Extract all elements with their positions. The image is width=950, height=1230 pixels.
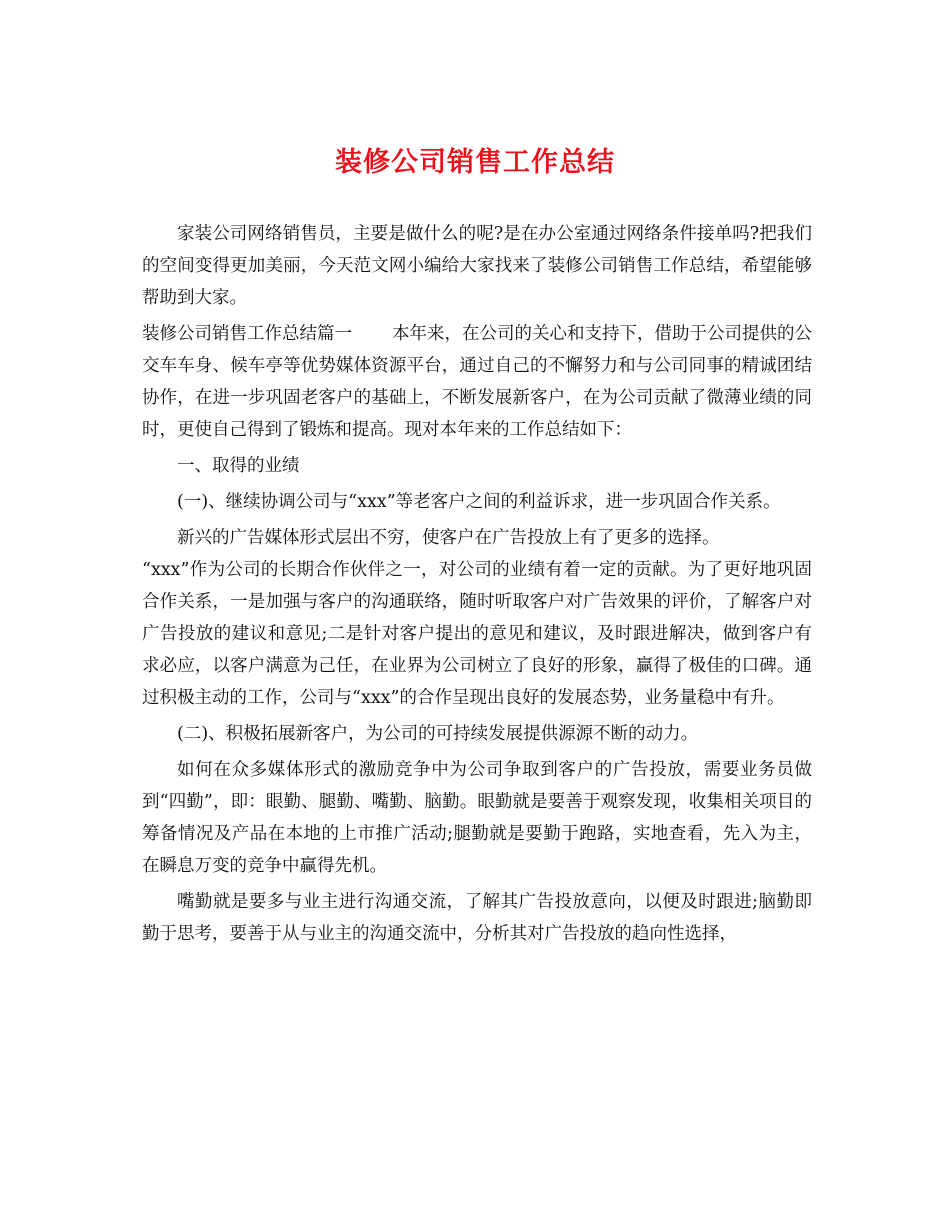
paragraph-heading-achievements: 一、取得的业绩 [177,456,300,476]
document-title: 装修公司销售工作总结 [335,147,615,178]
paragraph-new-media: 新兴的广告媒体形式层出不穷，使客户在广告投放上有了更多的选择。 [177,528,720,548]
section-heading: 装修公司销售工作总结篇一 [142,324,352,344]
paragraph-section-1 [142,318,812,446]
paragraph-item-1: (一)、继续协调公司与“xxx”等老客户之间的利益诉求，进一步巩固合作关系。 [177,492,781,512]
document-body [142,218,812,950]
paragraph-partner: “xxx”作为公司的长期合作伙伴之一，对公司的业绩有着一定的贡献。为了更好地巩固合作关系，一是加强与客户的沟通联络，随时听取客户对广告效果的评价，了解客户对广告投放的建议和意见;二是针对客户提出的意见和建议，及时跟进解决，做到客户有求必应，以客户满意为己任，在业界为公司树立了良好的形象，赢得了极佳的口碑。通过积极主动的工作，公司与“xxx”的合作呈现出良好的发展态势，业务量稳中有升。 [142,560,812,708]
paragraph-section-1-text: 本年来，在公司的关心和支持下，借助于公司提供的公交车车身、候车亭等优势媒体资源平台，通过自己的不懈努力和与公司同事的精诚团结协作，在进一步巩固老客户的基础上，不断发展新客户，在为公司贡献了微薄业绩的同时，更使自己得到了锻炼和提高。现对本年来的工作总结如下： [142,324,812,440]
paragraph-intro: 家装公司网络销售员，主要是做什么的呢?是在办公室通过网络条件接单吗?把我们的空间变得更加美丽，今天范文网小编给大家找来了装修公司销售工作总结，希望能够帮助到大家。 [142,224,812,308]
paragraph-mouth-brain: 嘴勤就是要多与业主进行沟通交流，了解其广告投放意向，以便及时跟进;脑勤即勤于思考，要善于从与业主的沟通交流中，分析其对广告投放的趋向性选择， [142,892,812,944]
paragraph-four-diligences: 如何在众多媒体形式的激励竞争中为公司争取到客户的广告投放，需要业务员做到“四勤”，即：眼勤、腿勤、嘴勤、脑勤。眼勤就是要善于观察发现，收集相关项目的筹备情况及产品在本地的上市推广活动;腿勤就是要勤于跑路，实地查看，先入为主，在瞬息万变的竞争中赢得先机。 [142,760,812,876]
paragraph-item-2: (二)、积极拓展新客户，为公司的可持续发展提供源源不断的动力。 [177,724,699,744]
